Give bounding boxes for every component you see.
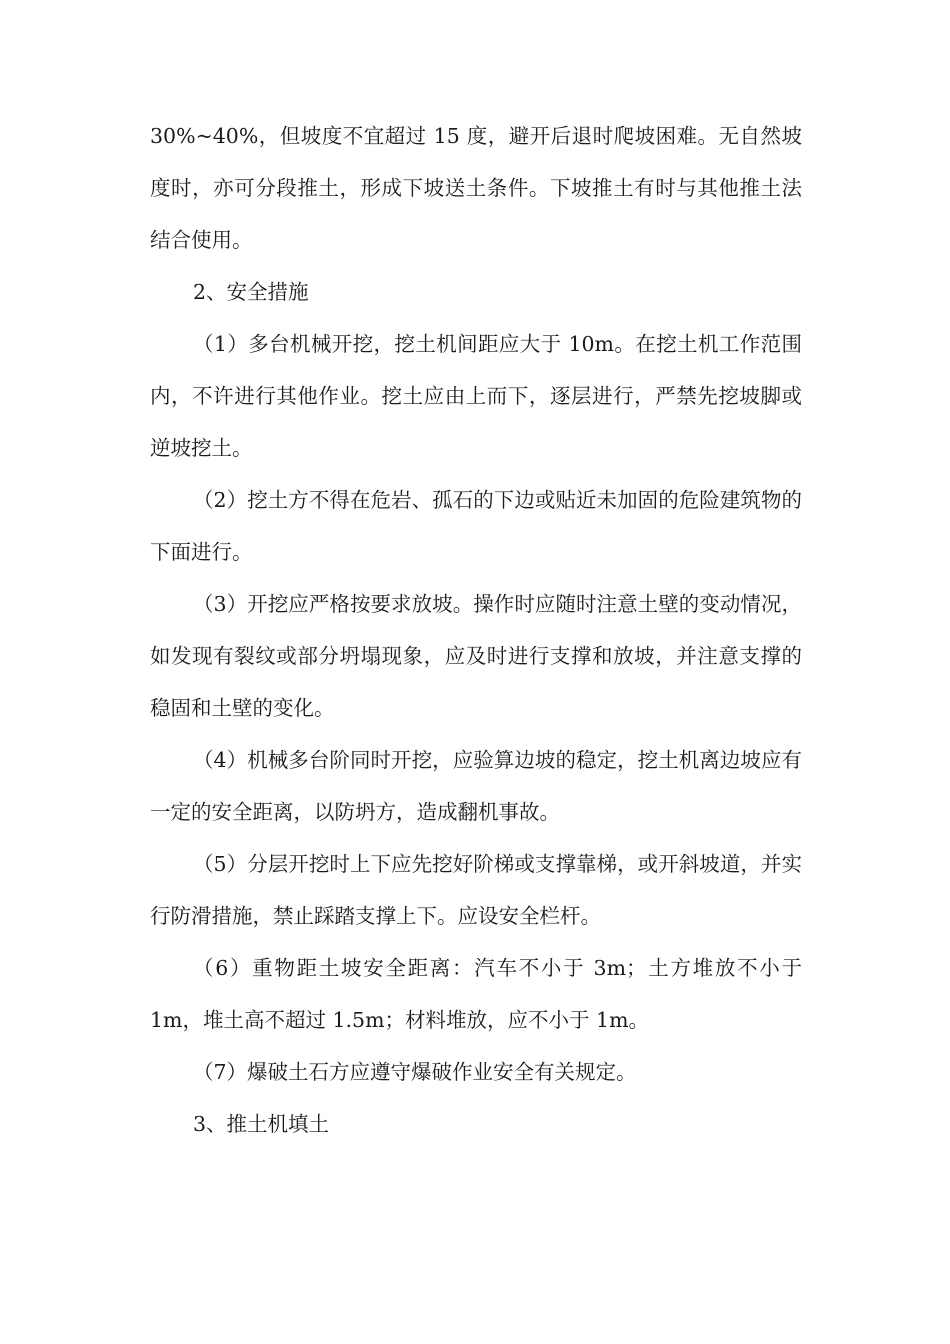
paragraph-item-1: （1）多台机械开挖，挖土机间距应大于 10m。在挖土机工作范围内，不许进行其他作业。挖土应由上而下，逐层进行，严禁先挖坡脚或逆坡挖土。 [150,332,802,460]
paragraph-item-5: （5）分层开挖时上下应先挖好阶梯或支撑靠梯，或开斜坡道，并实行防滑措施，禁止踩踏支撑上下。应设安全栏杆。 [150,852,802,928]
paragraph-continuation: 30%~40%，但坡度不宜超过 15 度，避开后退时爬坡困难。无自然坡度时，亦可分段推土，形成下坡送土条件。下坡推土有时与其他推土法结合使用。 [150,124,802,252]
section-heading-safety-measures: 2、安全措施 [193,280,309,304]
paragraph-item-2: （2）挖土方不得在危岩、孤石的下边或贴近未加固的危险建筑物的下面进行。 [150,488,802,564]
document-body [150,110,802,1150]
paragraph-item-6: （6）重物距土坡安全距离：汽车不小于 3m；土方堆放不小于1m，堆土高不超过 1.5m；材料堆放，应不小于 1m。 [150,956,802,1032]
section-heading-bulldozer-fill: 3、推土机填土 [193,1112,330,1136]
paragraph-item-7: （7）爆破土石方应遵守爆破作业安全有关规定。 [193,1060,637,1084]
paragraph-item-4: （4）机械多台阶同时开挖，应验算边坡的稳定，挖土机离边坡应有一定的安全距离，以防坍方，造成翻机事故。 [150,748,802,824]
paragraph-item-3: （3）开挖应严格按要求放坡。操作时应随时注意土壁的变动情况，如发现有裂纹或部分坍塌现象，应及时进行支撑和放坡，并注意支撑的稳固和土壁的变化。 [150,592,802,720]
